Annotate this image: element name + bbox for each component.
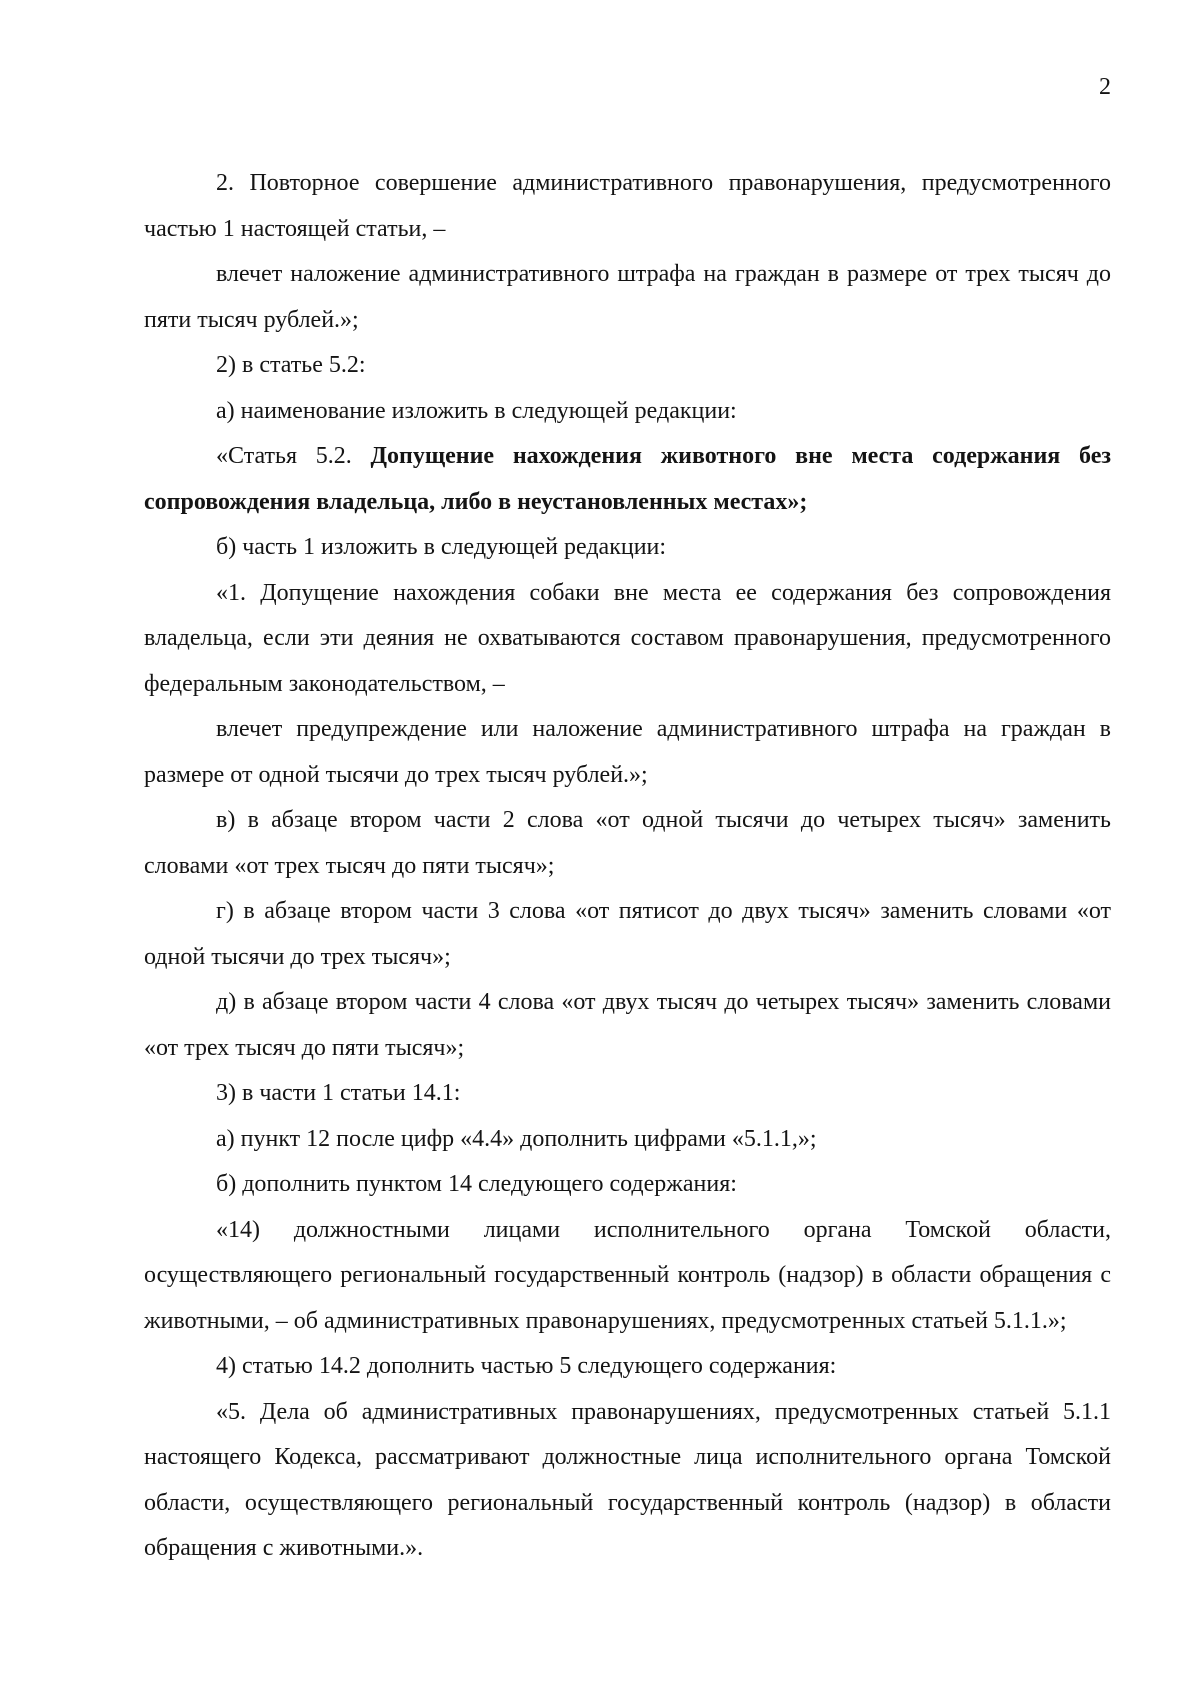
paragraph-part-3-amendment: г) в абзаце втором части 3 слова «от пятисот до двух тысяч» заменить словами «от одной тысячи до трех тысяч»; — [144, 898, 1111, 970]
paragraph-part-1-amendment: б) часть 1 изложить в следующей редакции: — [216, 534, 667, 560]
document-body — [144, 161, 1111, 1572]
paragraph-point-14-text: «14) должностными лицами исполнительного органа Томской области, осуществляющего региональный государственный контроль (надзор) в области обращения с животными, – об административных правонарушениях, предусмотренных статьей 5.1.1.»; — [144, 1216, 1111, 1334]
paragraph-repeat-offense: 2. Повторное совершение административного правонарушения, предусмотренного частью 1 настоящей статьи, – — [144, 170, 1111, 242]
paragraph-part-5-text: «5. Дела об административных правонарушениях, предусмотренных статьей 5.1.1 настоящего Кодекса, рассматривают должностные лица исполнительного органа Томской области, осуществляющего региональный государственный контроль (надзор) в области обращения с животными.». — [144, 1398, 1111, 1561]
paragraph-point-12-amendment: а) пункт 12 после цифр «4.4» дополнить цифрами «5.1.1,»; — [216, 1125, 817, 1152]
article-title-bold: Допущение нахождения животного вне места содержания без сопровождения владельца, либо в неустановленных местах»; — [144, 443, 1111, 515]
paragraph-part-2-amendment: в) в абзаце втором части 2 слова «от одной тысячи до четырех тысяч» заменить словами «от трех тысяч до пяти тысяч»; — [144, 807, 1111, 879]
paragraph-penalty-fine: влечет наложение административного штрафа на граждан в размере от трех тысяч до пяти тысяч рублей.»; — [144, 261, 1111, 333]
paragraph-dog-offense: «1. Допущение нахождения собаки вне места ее содержания без сопровождения владельца, если эти деяния не охватываются составом правонарушения, предусмотренного федеральным законодательством, – — [144, 579, 1111, 697]
paragraph-title-amendment: а) наименование изложить в следующей редакции: — [216, 397, 737, 424]
paragraph-warning-fine: влечет предупреждение или наложение административного штрафа на граждан в размере от одной тысячи до трех тысяч рублей.»; — [144, 716, 1111, 788]
paragraph-article-14-2-heading: 4) статью 14.2 дополнить частью 5 следующего содержания: — [216, 1353, 837, 1379]
paragraph-article-14-1-heading: 3) в части 1 статьи 14.1: — [216, 1080, 461, 1106]
paragraph-point-14-addition: б) дополнить пунктом 14 следующего содержания: — [216, 1171, 737, 1197]
paragraph-article-title — [144, 434, 1111, 525]
article-title-prefix: «Статья 5.2. — [216, 443, 371, 469]
page-number: 2 — [1099, 74, 1111, 100]
paragraph-article-5-2-heading: 2) в статье 5.2: — [216, 352, 366, 378]
paragraph-part-4-amendment: д) в абзаце втором части 4 слова «от двух тысяч до четырех тысяч» заменить словами «от трех тысяч до пяти тысяч»; — [144, 989, 1111, 1061]
